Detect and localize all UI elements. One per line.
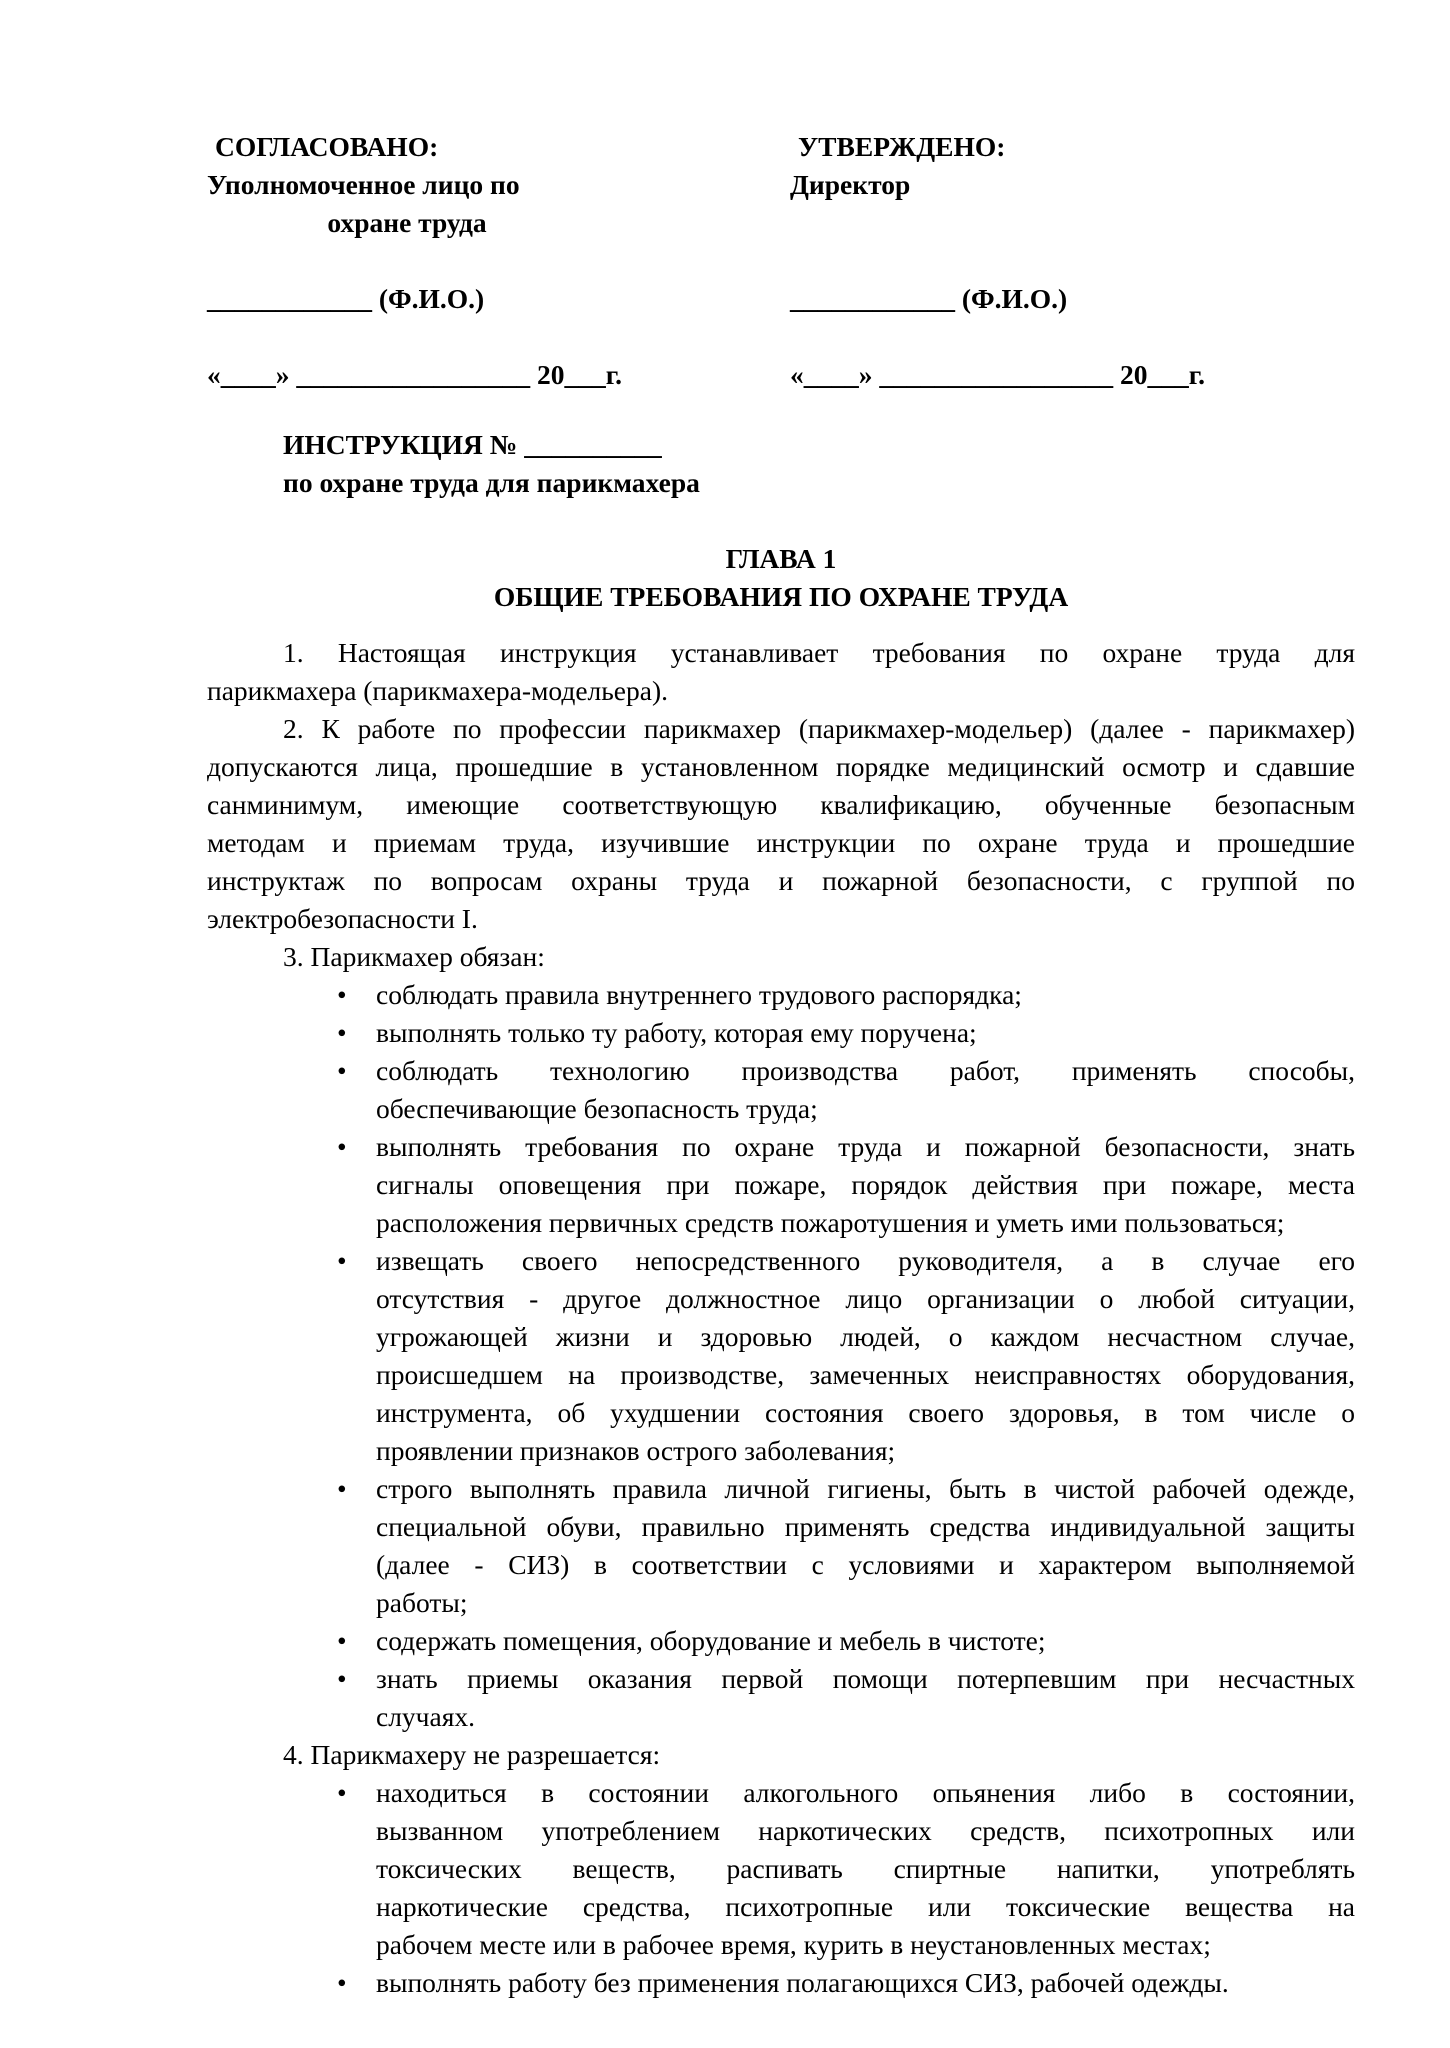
- text-line: 2. К работе по профессии парикмахер (парикмахер-модельер) (далее - парикмахер): [283, 713, 1355, 744]
- bullet-marker: •: [337, 1055, 347, 1086]
- signature-row: [207, 280, 1355, 318]
- bullet-item: [207, 1660, 1355, 1736]
- approved-block: [790, 128, 1355, 242]
- bullet-marker: •: [337, 1777, 347, 1808]
- text-line: вызванном употреблением наркотических средств, психотропных или: [376, 1815, 1355, 1846]
- bullet-item: [207, 1052, 1355, 1128]
- text-line: работы;: [376, 1587, 468, 1618]
- text-line: инструктаж по вопросам охраны труда и пожарной безопасности, с группой по: [207, 865, 1355, 896]
- text-line: рабочем месте или в рабочее время, курить в неустановленных местах;: [376, 1929, 1211, 1960]
- document-body: [207, 634, 1355, 2002]
- text-line: выполнять требования по охране труда и пожарной безопасности, знать: [376, 1131, 1355, 1162]
- chapter-heading: [207, 540, 1355, 616]
- bullet-item: [207, 1964, 1355, 2002]
- text-line: допускаются лица, прошедшие в установленном порядке медицинский осмотр и сдавшие: [207, 751, 1355, 782]
- bullet-item: [207, 1014, 1355, 1052]
- bullet-item: [207, 1470, 1355, 1622]
- text-line: выполнять только ту работу, которая ему поручена;: [376, 1017, 977, 1048]
- paragraph: [207, 1736, 1355, 1774]
- chapter-title: ОБЩИЕ ТРЕБОВАНИЯ ПО ОХРАНЕ ТРУДА: [493, 581, 1069, 612]
- bullet-marker: •: [337, 979, 347, 1010]
- text-line: знать приемы оказания первой помощи потерпевшим при несчастных: [376, 1663, 1355, 1694]
- bullet-marker: •: [337, 1625, 347, 1656]
- text-line: строго выполнять правила личной гигиены, быть в чистой рабочей одежде,: [376, 1473, 1355, 1504]
- bullet-item: [207, 1242, 1355, 1470]
- text-line: соблюдать технологию производства работ, применять способы,: [376, 1055, 1355, 1086]
- paragraph: [207, 634, 1355, 710]
- chapter-number: ГЛАВА 1: [725, 543, 837, 574]
- text-line: угрожающей жизни и здоровью людей, о каждом несчастном случае,: [376, 1321, 1355, 1352]
- text-line: 1. Настоящая инструкция устанавливает требования по охране труда для: [283, 637, 1355, 668]
- text-line: методам и приемам труда, изучившие инструкции по охране труда и прошедшие: [207, 827, 1355, 858]
- text-line: электробезопасности I.: [207, 903, 478, 934]
- bullet-marker: •: [337, 1473, 347, 1504]
- agreed-block: [207, 128, 790, 242]
- agreed-role-line-1: Уполномоченное лицо по: [207, 169, 520, 200]
- text-line: проявлении признаков острого заболевания;: [376, 1435, 896, 1466]
- text-line: (далее - СИЗ) в соответствии с условиями и характером выполняемой: [376, 1549, 1355, 1580]
- text-line: содержать помещения, оборудование и мебель в чистоте;: [376, 1625, 1046, 1656]
- approved-date-line: «____» _________________ 20___г.: [790, 359, 1206, 390]
- bullet-item: [207, 1622, 1355, 1660]
- agreed-role-line-2: охране труда: [327, 207, 487, 238]
- bullet-marker: •: [337, 1663, 347, 1694]
- approved-signature-line: ____________ (Ф.И.О.): [790, 283, 1068, 314]
- bullet-marker: •: [337, 1131, 347, 1162]
- agreed-date-line: «____» _________________ 20___г.: [207, 359, 623, 390]
- agreed-signature-line: ____________ (Ф.И.О.): [207, 283, 485, 314]
- text-line: специальной обуви, правильно применять средства индивидуальной защиты: [376, 1511, 1355, 1542]
- text-line: инструмента, об ухудшении состояния своего здоровья, в том числе о: [376, 1397, 1355, 1428]
- bullet-item: [207, 1128, 1355, 1242]
- approval-section: [207, 128, 1355, 394]
- text-line: обеспечивающие безопасность труда;: [376, 1093, 818, 1124]
- approved-label: УТВЕРЖДЕНО:: [798, 131, 1006, 162]
- text-line: токсических веществ, распивать спиртные напитки, употреблять: [376, 1853, 1355, 1884]
- text-line: расположения первичных средств пожаротушения и уметь ими пользоваться;: [376, 1207, 1285, 1238]
- text-line: случаях.: [376, 1701, 475, 1732]
- instruction-title: [207, 426, 1355, 502]
- agreed-label: СОГЛАСОВАНО:: [215, 131, 439, 162]
- text-line: извещать своего непосредственного руководителя, а в случае его: [376, 1245, 1355, 1276]
- approved-role-line-1: Директор: [790, 169, 911, 200]
- text-line: находиться в состоянии алкогольного опьянения либо в состоянии,: [376, 1777, 1355, 1808]
- instruction-subtitle-line: по охране труда для парикмахера: [283, 467, 700, 498]
- text-line: соблюдать правила внутреннего трудового распорядка;: [376, 979, 1022, 1010]
- bullet-marker: •: [337, 1017, 347, 1048]
- text-line: 3. Парикмахер обязан:: [283, 941, 545, 972]
- date-row: [207, 356, 1355, 394]
- text-line: сигналы оповещения при пожаре, порядок действия при пожаре, места: [376, 1169, 1355, 1200]
- text-line: санминимум, имеющие соответствующую квалификацию, обученные безопасным: [207, 789, 1355, 820]
- text-line: парикмахера (парикмахера-модельера).: [207, 675, 669, 706]
- bullet-marker: •: [337, 1245, 347, 1276]
- instruction-number-line: ИНСТРУКЦИЯ № __________: [283, 429, 662, 460]
- paragraph: [207, 938, 1355, 976]
- text-line: выполнять работу без применения полагающихся СИЗ, рабочей одежды.: [376, 1967, 1229, 1998]
- bullet-item: [207, 976, 1355, 1014]
- paragraph: [207, 710, 1355, 938]
- agreed-block-inner: [207, 128, 607, 242]
- text-line: 4. Парикмахеру не разрешается:: [283, 1739, 661, 1770]
- text-line: происшедшем на производстве, замеченных неисправностях оборудования,: [376, 1359, 1355, 1390]
- text-line: наркотические средства, психотропные или токсические вещества на: [376, 1891, 1355, 1922]
- text-line: отсутствия - другое должностное лицо организации о любой ситуации,: [376, 1283, 1355, 1314]
- bullet-item: [207, 1774, 1355, 1964]
- bullet-marker: •: [337, 1967, 347, 1998]
- approval-header-row: [207, 128, 1355, 242]
